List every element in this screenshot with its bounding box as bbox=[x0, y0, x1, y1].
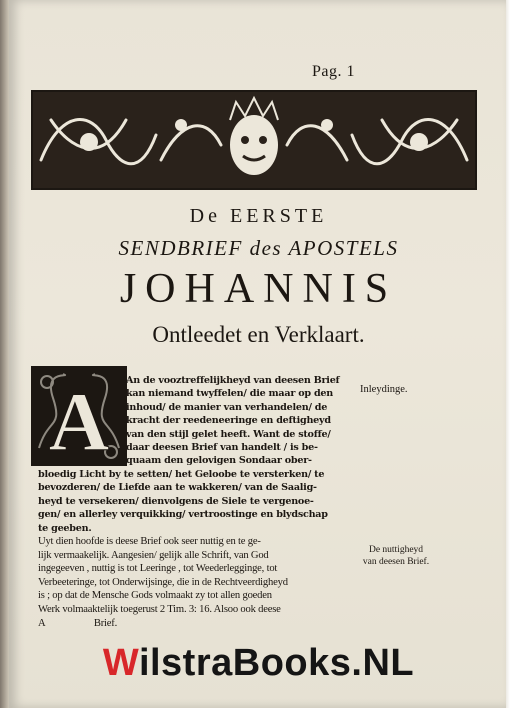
title-line-1: De EERSTE bbox=[189, 205, 328, 227]
drop-cap bbox=[31, 366, 127, 466]
text-line: Werk volmaaktelijk toegerust 2 Tim. 3: 16. Alsoo ook deese bbox=[38, 603, 281, 615]
text-line: bloedig Licht by te setten/ het Geloobe te versterken/ te bbox=[38, 469, 325, 480]
text-line: Verbeeteringe, tot Onderwijsinge, die in de Rechtveerdigheyd bbox=[38, 576, 288, 588]
text-line: heyd te versekeren/ dienvolgens de Siele te vergenoe- bbox=[38, 495, 314, 507]
page-number: Pag. 1 bbox=[312, 63, 355, 80]
text-line: te geeben. bbox=[38, 522, 92, 534]
title-line-2: SENDBRIEF des APOSTELS bbox=[118, 236, 399, 260]
text-line: kan niemand twyffelen/ die maar op den bbox=[126, 388, 333, 400]
text-line: van den stijl gelet heeft. Want de stoffe/ bbox=[126, 428, 331, 440]
text-line: kracht der reedeneeringe en deftigheyd bbox=[126, 415, 331, 427]
text-line: gen/ en allerley verquikking/ vertroostinge en blydschap bbox=[38, 509, 328, 521]
text-line: ingegeeven , nuttig is tot Leeringe , tot Weederlegginge, tot bbox=[38, 563, 278, 575]
text-line: lijk vermaakelijk. Aangesien/ gelijk alle Schrift, van God bbox=[38, 549, 269, 561]
title-subtitle: Ontleedet en Verklaart. bbox=[152, 322, 365, 347]
text-line: An de vooztreffelijkheyd van deesen Brief bbox=[126, 375, 340, 386]
ornament-headpiece bbox=[31, 90, 477, 190]
title-main: JOHANNIS bbox=[119, 266, 398, 312]
watermark-wilstrabooks bbox=[0, 642, 517, 685]
text-line: quaam den gelovigen Sondaar ober- bbox=[126, 455, 312, 467]
text-line: daar deesen Brief van handelt / is be- bbox=[126, 442, 318, 454]
watermark-first-letter: W bbox=[102, 642, 139, 684]
text-line: Uyt dien hoofde is deese Brief ook seer nuttig en te ge- bbox=[38, 536, 261, 547]
paragraph-1-wide bbox=[38, 468, 354, 535]
margin-note-usefulness bbox=[358, 544, 434, 568]
margin-note-line: De nuttigheyd bbox=[368, 545, 424, 555]
watermark-rest: ilstraBooks.NL bbox=[138, 642, 415, 684]
margin-note-line: van deesen Brief. bbox=[362, 557, 430, 567]
text-line: bevozderen/ de Liefde aan te wakkeren/ van de Saalig- bbox=[38, 482, 317, 494]
text-line: inhoud/ de manier van verhandelen/ de bbox=[126, 401, 328, 413]
text-line: is ; op dat de Mensche Gods volmaakt zy tot allen goeden bbox=[38, 590, 272, 602]
margin-note-introduction: Inleydinge. bbox=[360, 384, 408, 395]
drop-cap-letter: A bbox=[48, 376, 110, 466]
paragraph-1-narrow bbox=[126, 374, 354, 468]
paragraph-2 bbox=[38, 535, 354, 630]
text-line: A Brief. bbox=[38, 617, 118, 629]
